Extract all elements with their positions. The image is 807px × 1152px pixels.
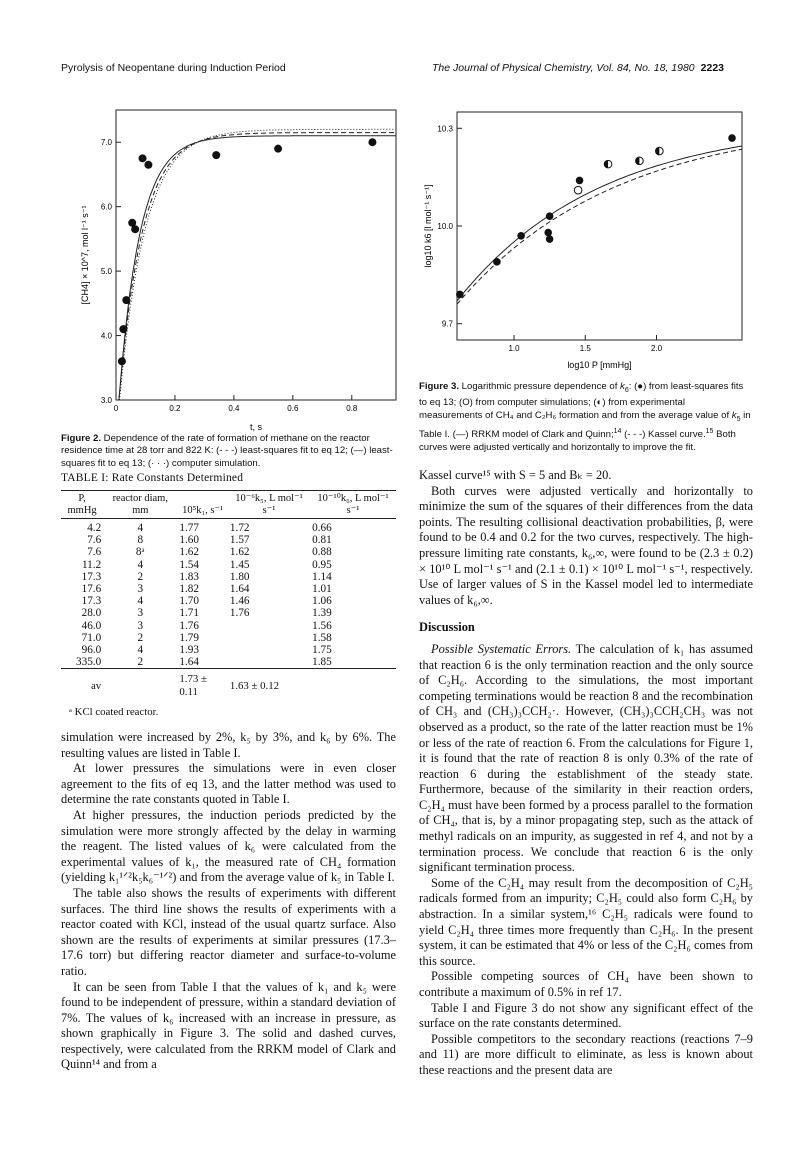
table-cell: 1.01 xyxy=(312,583,332,596)
plot-frame xyxy=(116,110,396,400)
y-tick-label: 7.0 xyxy=(100,138,112,148)
table-header: 10⁵k₁, s⁻¹ xyxy=(177,491,228,519)
x-tick-label: 2.0 xyxy=(650,344,663,353)
x-axis-label: t, s xyxy=(249,422,263,432)
y-tick-label: 9.7 xyxy=(441,319,453,329)
figure-3 xyxy=(412,100,752,380)
table-cell: 1.85 xyxy=(312,656,332,669)
y-axis-label: log10 k6 [l mol⁻¹ s⁻¹] xyxy=(423,184,433,268)
data-point xyxy=(131,225,139,233)
table-cell: 1.64 xyxy=(179,656,199,669)
table-cell: 3 xyxy=(137,583,144,596)
table-cell: 1.60 xyxy=(179,534,199,547)
table-cell xyxy=(228,656,310,669)
paragraph: simulation were increased by 2%, k₅ by 3%, and k₆ by 6%. The resulting values are listed in Table I. xyxy=(61,730,396,760)
y-tick-label: 5.0 xyxy=(100,267,112,277)
table-cell: 1.64 xyxy=(229,583,250,596)
data-point xyxy=(212,151,220,159)
table-cell: 2 xyxy=(137,570,144,583)
table-cell: 1.14 xyxy=(312,570,332,583)
table-cell: 11.2 xyxy=(82,558,102,571)
data-point xyxy=(144,161,152,169)
avg-label: av xyxy=(61,669,103,698)
table-cell: 1.58 xyxy=(312,631,332,644)
table-cell: 1.80 xyxy=(229,570,250,583)
table-cell xyxy=(228,632,310,644)
table-cell: 17.3 xyxy=(81,570,102,583)
figure-2-caption: Figure 2. Dependence of the rate of formation of methane on the reactor residence time at 28 torr and 822 K: (- - -) least-squares fit to eq 12; (—) least-squares fit to eq 13; (· · ·) computer simulation. xyxy=(61,433,393,469)
paragraph: Possible competing sources of CH₄ have been shown to contribute a maximum of 0.5% in ref 17. xyxy=(419,969,753,999)
table-cell: 17.3 xyxy=(81,595,102,608)
table-cell: 1.45 xyxy=(229,558,250,571)
data-point-simulation xyxy=(574,186,582,194)
table-cell: 17.6 xyxy=(81,583,102,596)
table-row xyxy=(61,534,396,546)
page-number: 2223 xyxy=(700,62,724,74)
table-cell: 1.75 xyxy=(312,644,332,657)
y-tick-label: 4.0 xyxy=(100,331,112,341)
table-cell: 4 xyxy=(137,595,144,608)
table-1 xyxy=(61,490,396,718)
paragraph: Some of the C₂H₄ may result from the decomposition of C₂H₅ radicals formed from an impurity; C₂H₅ could also form C₂H₆ by abstraction. In a similar system,¹⁶ C₂H₅ radicals were found to yield C₂H₄ three times more frequently than C₂H₆. In the present system, it can be estimated that 4% or less of the C₂H₆ comes from this source. xyxy=(419,875,753,968)
data-point xyxy=(118,357,126,365)
y-tick-label: 10.0 xyxy=(437,222,453,231)
table-cell: 7.6 xyxy=(87,546,102,559)
table-cell: 1.93 xyxy=(179,644,199,657)
data-point xyxy=(368,138,376,146)
plot-frame xyxy=(457,112,742,340)
table-row xyxy=(61,644,396,656)
table-header: 10⁻¹⁰k₆, L mol⁻¹ s⁻¹ xyxy=(310,491,396,519)
table-cell: 0.66 xyxy=(312,522,332,534)
table-cell: 1.71 xyxy=(179,607,199,620)
table-cell: 1.77 xyxy=(179,522,199,534)
data-point-least-squares xyxy=(576,177,584,185)
paragraph: Possible competitors to the secondary reactions (reactions 7–9 and 11) are more difficult to eliminate, as less is known about these reactions and the present data are xyxy=(419,1031,753,1077)
table-cell xyxy=(228,644,310,656)
avg-k1: 1.73 ± 0.11 xyxy=(177,669,228,698)
table-cell: 71.0 xyxy=(81,631,102,644)
curve-rrkm xyxy=(457,146,742,301)
table-cell: 1.39 xyxy=(312,607,332,620)
table-row xyxy=(61,546,396,558)
table-cell: 1.06 xyxy=(312,595,332,608)
data-point-least-squares xyxy=(517,232,525,240)
table-row xyxy=(61,559,396,571)
data-point-least-squares xyxy=(544,229,552,237)
section-heading: Discussion xyxy=(419,620,475,635)
x-axis-label: log10 P [mmHg] xyxy=(567,360,632,370)
x-tick-label: 0.2 xyxy=(169,404,181,413)
table-cell: 4 xyxy=(137,522,144,534)
table-row xyxy=(61,595,396,607)
x-tick-label: 0.4 xyxy=(228,404,240,413)
x-tick-label: 0 xyxy=(113,404,119,413)
x-tick-label: 1.5 xyxy=(579,344,591,353)
paragraph: It can be seen from Table I that the values of k₁ and k₅ were found to be independent of pressure, within a standard deviation of 7%. The values of k₆ increased with an increase in pressure, as shown graphically in Figure 3. The solid and dashed curves, respectively, were calculated from the RRKM model of Clark and Quinn¹⁴ and from a xyxy=(61,979,396,1072)
table-cell: 1.56 xyxy=(312,619,332,632)
table-cell: 1.76 xyxy=(179,619,199,632)
table-title: TABLE I: Rate Constants Determined xyxy=(61,472,244,484)
paragraph: At higher pressures, the induction periods predicted by the simulation were more strongly affected by the delay in warming the reagent. The listed values of k₆ were calculated from the experimental values of k₁, the measured rate of CH₄ formation (yielding k₁¹ᐟ²k₅k₆⁻¹ᐟ²) and from the average value of k₅ in Table I. xyxy=(61,807,396,885)
figure-3-caption: Figure 3. Logarithmic pressure dependence of $k_6$: (●) from least-squares fits to eq 13; (O) from computer simulations; (◐) from experimental measurements of CH₄ and C₂H₆ formation and from the average value of $k_5$ in Table I. (—) RRKM model of Clark and Quinn;$^{14}$ (- - -) Kassel curve.$^{15}$ Both curves were adjusted vertically and horizontally to improve the fit. xyxy=(419,381,751,453)
table-cell: 1.57 xyxy=(229,534,250,547)
table-row xyxy=(61,632,396,644)
table-body xyxy=(61,519,396,669)
curve-kassel xyxy=(457,149,742,304)
paragraph: Possible Systematic Errors. The calculation of k₁ has assumed that reaction 6 is the only termination reaction and the only source of C₂H₆. According to the simulations, the most important competing terminations would be reaction 8 and the recombination of CH₃ and (CH₃)₃CCH₂·. However, (CH₃)₃CCH₂CH₃ was not observed as a product, so the rate of the latter reaction must be 1% or less of the rate of reaction 6. From the calculations for Figure 1, it is found that the rate of reaction 8 is only 0.3% of the rate of reaction 6 during the establishment of the steady state. Furthermore, because of the similarity in their reaction orders, C₂H₄ must have been formed by a process parallel to the formation of CH₄, that is, by a minor propagating step, such as the attack of methyl radicals on an impurity, as suggested in ref 4, and not by a termination process. We conclude that reaction 6 is the only significant termination process. xyxy=(419,641,753,875)
table-cell: 3 xyxy=(137,607,144,620)
table-cell: 1.79 xyxy=(179,631,199,644)
table-cell: 2 xyxy=(137,656,144,669)
data-point-least-squares xyxy=(546,212,554,220)
table-header: 10⁻⁶k₅, L mol⁻¹ s⁻¹ xyxy=(228,491,310,519)
table-cell: 0.95 xyxy=(312,558,332,571)
right-column xyxy=(419,468,753,1079)
data-point xyxy=(119,325,127,333)
table-row xyxy=(61,519,396,535)
table-footnote: ᵃ KCl coated reactor. xyxy=(69,705,159,718)
table-cell: 1.62 xyxy=(229,546,250,559)
figure-3-chart xyxy=(412,100,752,380)
table-cell: 4.2 xyxy=(87,522,102,534)
table-cell: 4 xyxy=(137,644,144,657)
data-point xyxy=(274,145,282,153)
data-point-least-squares xyxy=(456,291,464,299)
figure-2-chart xyxy=(61,95,401,432)
x-tick-label: 0.6 xyxy=(287,404,299,413)
table-cell: 1.70 xyxy=(179,595,199,608)
table-cell: 1.72 xyxy=(229,522,250,534)
table-cell: 0.88 xyxy=(312,546,332,559)
table-cell: 1.82 xyxy=(179,583,199,596)
table-cell xyxy=(228,620,310,632)
table-cell: 1.83 xyxy=(179,570,199,583)
paragraph: At lower pressures the simulations were in even closer agreement to the fits of eq 13, and the latter method was used to determine the rate constants quoted in Table I. xyxy=(61,761,396,807)
paragraph: Both curves were adjusted vertically and horizontally to minimize the sum of the squares of their differences from the data points. The resulting collisional deactivation probabilities, β, were found to be 0.4 and 0.2 for the two curves, respectively. The high-pressure limiting rate constants, k₆,∞, were found to be (2.3 ± 0.2) × 10¹⁰ L mol⁻¹ s⁻¹ and (2.1 ± 0.1) × 10¹⁰ L mol⁻¹ s⁻¹, respectively. Use of larger values of S in the Kassel model led to intermediate values of k₆,∞. xyxy=(419,483,753,607)
table-cell: 8ᵃ xyxy=(135,546,145,559)
y-axis-label: [CH4] × 10^7, mol l⁻¹ s⁻¹ xyxy=(80,205,90,305)
table-cell: 46.0 xyxy=(81,619,102,632)
table-cell: 335.0 xyxy=(76,656,102,669)
figure-2 xyxy=(61,95,401,432)
table-cell: 96.0 xyxy=(81,644,102,657)
avg-k5: 1.63 ± 0.12 xyxy=(228,669,310,698)
running-header-right: The Journal of Physical Chemistry, Vol. 84, No. 18, 1980 2223 xyxy=(432,62,724,74)
y-tick-label: 3.0 xyxy=(100,396,112,405)
table-cell: 7.6 xyxy=(87,534,102,547)
paragraph: Table I and Figure 3 do not show any significant effect of the surface on the rate constants determined. xyxy=(419,1000,753,1031)
table-header: reactor diam, mm xyxy=(103,491,177,519)
left-column xyxy=(61,730,396,1073)
data-point xyxy=(122,296,130,304)
table-cell: 3 xyxy=(137,619,144,632)
running-header-left: Pyrolysis of Neopentane during Induction Period xyxy=(61,62,286,74)
y-tick-label: 6.0 xyxy=(100,202,112,212)
curve-simulation xyxy=(120,129,397,400)
paragraph: The table also shows the results of experiments with different surfaces. The third line shows the results of experiments with a reactor coated with KCl, instead of the usual quartz surface. Also shown are the results of experiments at similar pressures (17.3–17.6 torr) but differing reactor diameter and surface-to-volume ratio. xyxy=(61,885,396,978)
table-cell: 1.62 xyxy=(179,546,199,559)
table-row xyxy=(61,571,396,583)
paragraph: Kassel curve¹⁵ with S = 5 and Bₖ = 20. xyxy=(419,468,612,482)
data-point-least-squares xyxy=(546,235,554,243)
table-cell: 1.46 xyxy=(229,595,250,608)
table-cell: 4 xyxy=(137,558,144,571)
table-row xyxy=(61,607,396,619)
table-header: P, mmHg xyxy=(61,491,103,519)
table-cell: 8 xyxy=(137,534,144,547)
table-cell: 28.0 xyxy=(81,607,102,620)
table-cell: 0.81 xyxy=(312,534,332,547)
curve-eq13 xyxy=(119,136,396,400)
table-cell: 1.76 xyxy=(229,607,250,620)
table-cell: 1.54 xyxy=(179,558,199,571)
data-point xyxy=(139,154,147,162)
x-tick-label: 0.8 xyxy=(346,404,358,413)
table-cell: 2 xyxy=(137,631,144,644)
table-row xyxy=(61,620,396,632)
x-tick-label: 1.0 xyxy=(508,344,520,353)
table-row xyxy=(61,583,396,595)
y-tick-label: 10.3 xyxy=(437,124,453,134)
data-point-least-squares xyxy=(728,134,736,142)
data-point-least-squares xyxy=(493,258,501,266)
table-row xyxy=(61,656,396,669)
